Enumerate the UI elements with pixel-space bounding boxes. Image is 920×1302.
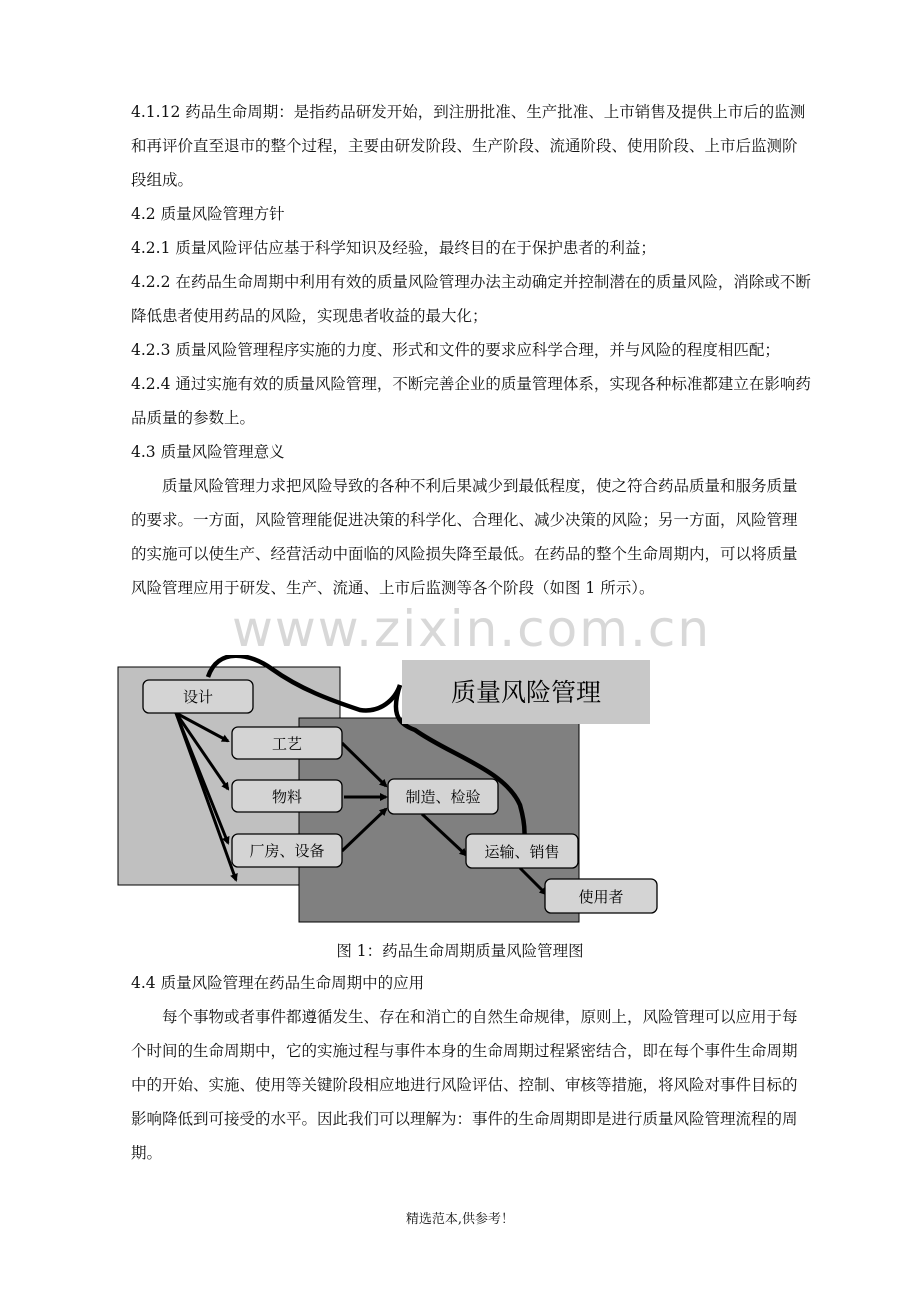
paragraph-4-2-2: 4.2.2 在药品生命周期中利用有效的质量风险管理办法主动确定并控制潜在的质量风险，消除或不断降低患者使用药品的风险，实现患者收益的最大化；: [131, 273, 811, 325]
paragraph-4-2-3: 4.2.3 质量风险管理程序实施的力度、形式和文件的要求应科学合理，并与风险的程度相匹配；: [131, 341, 780, 359]
heading-4-2: 4.2 质量风险管理方针: [131, 205, 285, 223]
node-user: 使用者: [578, 888, 624, 906]
node-design: 设计: [182, 688, 214, 706]
node-transport: 运输、销售: [484, 843, 560, 861]
diagram-title: 质量风险管理: [450, 678, 602, 707]
paragraph-4-4: 每个事物或者事件都遵循发生、存在和消亡的自然生命规律，原则上，风险管理可以应用于每个时间的生命周期中，它的实施过程与事件本身的生命周期过程紧密结合，即在每个事件生命周期中的开始、实施、使用等关键阶段相应地进行风险评估、控制、审核等措施，将风险对事件目标的影响降低到可接受的水平。因此我们可以理解为：事件的生命周期即是进行质量风险管理流程的周期。: [131, 1008, 798, 1162]
heading-4-4: 4.4 质量风险管理在药品生命周期中的应用: [131, 974, 425, 992]
lifecycle-diagram: [0, 655, 920, 935]
node-facility: 厂房、设备: [249, 842, 325, 860]
figure-caption: 图 1：药品生命周期质量风险管理图: [336, 942, 584, 960]
watermark: www.zixin.com.cn: [232, 600, 712, 658]
heading-4-3: 4.3 质量风险管理意义: [131, 443, 285, 461]
node-process: 工艺: [271, 735, 303, 753]
paragraph-4-2-1: 4.2.1 质量风险评估应基于科学知识及经验，最终目的在于保护患者的利益；: [131, 239, 656, 257]
node-material: 物料: [271, 788, 303, 806]
paragraph-4-3: 质量风险管理力求把风险导致的各种不利后果减少到最低程度，使之符合药品质量和服务质量的要求。一方面，风险管理能促进决策的科学化、合理化、减少决策的风险；另一方面，风险管理的实施可以使生产、经营活动中面临的风险损失降至最低。在药品的整个生命周期内，可以将质量风险管理应用于研发、生产、流通、上市后监测等各个阶段（如图 1 所示）。: [131, 477, 798, 597]
paragraph-4-2-4: 4.2.4 通过实施有效的质量风险管理，不断完善企业的质量管理体系，实现各种标准都建立在影响药品质量的参数上。: [131, 375, 811, 427]
page-footer: 精选范本,供参考！: [405, 1212, 515, 1227]
paragraph-4-1-12: 4.1.12 药品生命周期：是指药品研发开始，到注册批准、生产批准、上市销售及提供上市后的监测和再评价直至退市的整个过程，主要由研发阶段、生产阶段、流通阶段、使用阶段、上市后监测阶段组成。: [131, 103, 806, 189]
node-manufacture: 制造、检验: [405, 788, 481, 806]
